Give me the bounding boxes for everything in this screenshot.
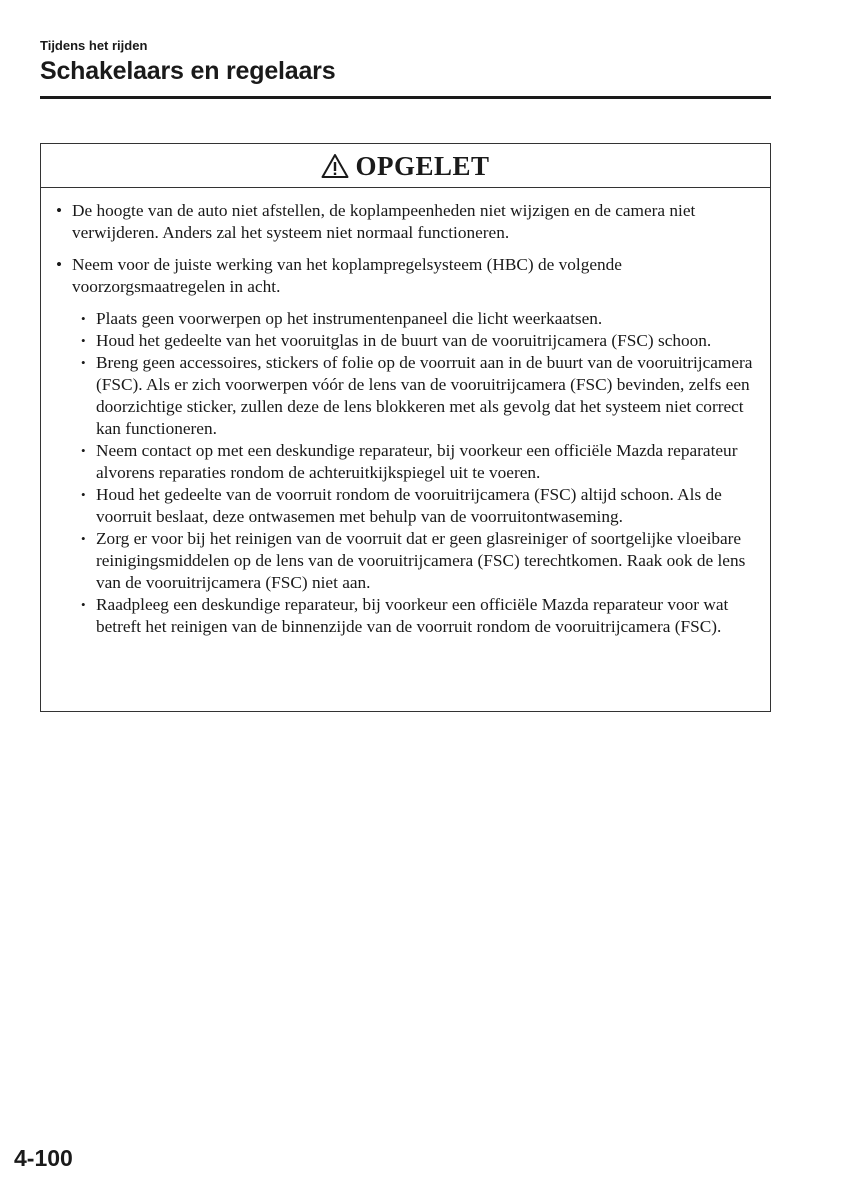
page-title: Schakelaars en regelaars [40, 57, 336, 85]
caution-body [41, 188, 770, 638]
section-label: Tijdens het rijden [40, 38, 148, 53]
warning-triangle-icon [321, 153, 349, 179]
precaution-item: • Breng geen accessoires, stickers of folie op de voorruit aan in de buurt van de vooruitrijcamera (FSC). Als er zich voorwerpen vóór de lens van de vooruitrijcamera (FSC) bevinden, zelfs een doorzichtige sticker, zullen deze de lens blokkeren met als gevolg dat het systeem niet correct kan functioneren. [81, 352, 756, 440]
caution-header [41, 144, 770, 188]
caution-bullet: • De hoogte van de auto niet afstellen, de koplampeenheden niet wijzigen en de camera niet verwijderen. Anders zal het systeem niet normaal functioneren. [55, 200, 756, 244]
page-number: 4-100 [14, 1145, 73, 1171]
precaution-item: • Houd het gedeelte van het vooruitglas in de buurt van de vooruitrijcamera (FSC) schoon. [81, 330, 756, 352]
caution-title: OPGELET [355, 150, 490, 181]
precaution-item: • Neem contact op met een deskundige reparateur, bij voorkeur een officiële Mazda reparateur alvorens reparaties rondom de achteruitkijkspiegel uit te voeren. [81, 440, 756, 484]
precaution-item: • Raadpleeg een deskundige reparateur, bij voorkeur een officiële Mazda reparateur voor wat betreft het reinigen van de binnenzijde van de voorruit rondom de vooruitrijcamera (FSC). [81, 594, 756, 638]
caution-box [40, 143, 771, 712]
title-divider [40, 96, 771, 99]
caution-bullet: • Neem voor de juiste werking van het koplampregelsysteem (HBC) de volgende voorzorgsmaatregelen in acht. [55, 254, 756, 298]
precaution-list [55, 308, 756, 638]
precaution-item: • Plaats geen voorwerpen op het instrumentenpaneel die licht weerkaatsen. [81, 308, 756, 330]
precaution-item: • Zorg er voor bij het reinigen van de voorruit dat er geen glasreiniger of soortgelijke vloeibare reinigingsmiddelen op de lens van de vooruitrijcamera (FSC) terechtkomen. Raak ook de lens van de vooruitrijcamera (FSC) niet aan. [81, 528, 756, 594]
precaution-item: • Houd het gedeelte van de voorruit rondom de vooruitrijcamera (FSC) altijd schoon. Als de voorruit beslaat, deze ontwasemen met behulp van de voorruitontwaseming. [81, 484, 756, 528]
